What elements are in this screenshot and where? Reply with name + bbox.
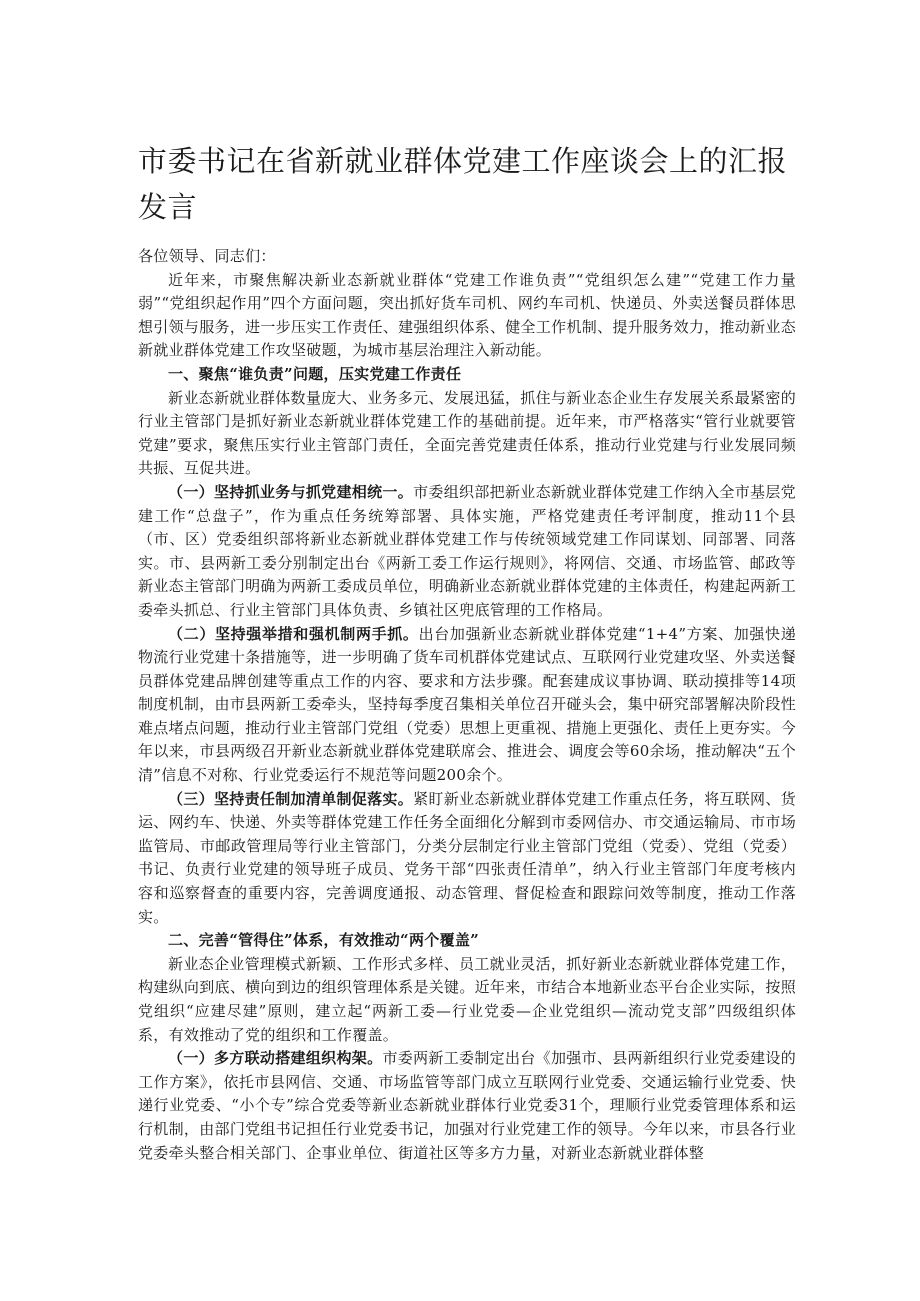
document-title bbox=[138, 138, 798, 230]
section-2-item-1-lead: （一）多方联动搭建组织构架。 bbox=[168, 1049, 383, 1068]
intro-paragraph: 近年来，市聚焦解决新业态新就业群体“党建工作谁负责”“党组织怎么建”“党建工作力量弱”“党组织起作用”四个方面问题，突出抓好货车司机、网约车司机、快递员、外卖送餐员群体思想引领与服务，进一步压实工作责任、建强组织体系、健全工作机制、提升服务效力，推动新业态新就业群体党建工作攻坚破题，为城市基层治理注入新动能。 bbox=[138, 270, 796, 360]
salutation: 各位领导、同志们： bbox=[138, 247, 276, 265]
section-1-item-1 bbox=[138, 481, 796, 623]
section-1-item-3 bbox=[138, 788, 796, 930]
section-1-item-1-text: 市委组织部把新业态新就业群体党建工作纳入全市基层党建工作“总盘子”，作为重点任务统筹部署、具体实施，严格党建责任考评制度，推动11个县（市、区）党委组织部将新业态新就业群体党建工作与传统领域党建工作同谋划、同部署、同落实。市、县两新工委分别制定出台《两新工委工作运行规则》，将网信、交通、市场监管、邮政等新业态主管部门明确为两新工委成员单位，明确新业态新就业群体党建的主体责任，构建起两新工委牵头抓总、行业主管部门具体负责、乡镇社区兜底管理的工作格局。 bbox=[138, 482, 796, 619]
section-1-item-2-lead: （二）坚持强举措和强机制两手抓。 bbox=[168, 624, 419, 643]
section-2-item-1-text: 市委两新工委制定出台《加强市、县两新组织行业党委建设的工作方案》，依托市县网信、交通、市场监管等部门成立互联网行业党委、交通运输行业党委、快递行业党委、“小个专”综合党委等新业态新就业群体行业党委31个，理顺行业党委管理体系和运行机制，由部门党组书记担任行业党委书记，加强对行业党建工作的领导。今年以来，市县各行业党委牵头整合相关部门、企事业单位、街道社区等多方力量，对新业态新就业群体整 bbox=[138, 1049, 797, 1162]
section-2-heading: 二、完善“管得住”体系，有效推动“两个覆盖” bbox=[168, 931, 480, 950]
title-line-1: 市委书记在省新就业群体党建工作座谈会上的汇报 bbox=[138, 144, 788, 178]
section-1-item-1-lead: （一）坚持抓业务与抓党建相统一。 bbox=[168, 482, 414, 501]
section-1-item-2-text: 出台加强新业态新就业群体党建“1+4”方案、加强快递物流行业党建十条措施等，进一步明确了货车司机群体党建试点、互联网行业党建攻坚、外卖送餐员群体党建品牌创建等重点工作的内容、要求和方法步骤。配套建成议事协调、联动摸排等14项制度机制，由市县两新工委牵头，坚持每季度召集相关单位召开碰头会，集中研究部署解决阶段性难点堵点问题，推动行业主管部门党组（党委）思想上更重视、措施上更强化、责任上更夯实。今年以来，市县两级召开新业态新就业群体党建联席会、推进会、调度会等60余场，推动解决“五个清”信息不对称、行业党委运行不规范等问题200余个。 bbox=[138, 624, 796, 785]
document-body bbox=[138, 245, 796, 1165]
section-1-item-3-text: 紧盯新业态新就业群体党建工作重点任务，将互联网、货运、网约车、快递、外卖等群体党建工作任务全面细化分解到市委网信办、市交通运输局、市市场监管局、市邮政管理局等行业主管部门，分类分层制定行业主管部门党组（党委）、党组（党委）书记、负责行业党建的领导班子成员、党务干部“四张责任清单”，纳入行业主管部门年度考核内容和巡察督查的重要内容，完善调度通报、动态管理、督促检查和跟踪问效等制度，推动工作落实。 bbox=[138, 789, 796, 926]
section-1-heading: 一、聚焦“谁负责”问题，压实党建工作责任 bbox=[168, 364, 462, 383]
section-1-item-3-lead: （三）坚持责任制加清单制促落实。 bbox=[168, 789, 414, 808]
title-line-2: 发言 bbox=[138, 190, 198, 224]
section-2-intro: 新业态企业管理模式新颖、工作形式多样、员工就业灵活，抓好新业态新就业群体党建工作，构建纵向到底、横向到边的组织管理体系是关键。近年来，市结合本地新业态平台企业实际，按照党组织“应建尽建”原则，建立起“两新工委—行业党委—企业党组织—流动党支部”四级组织体系，有效推动了党的组织和工作覆盖。 bbox=[138, 954, 796, 1044]
section-1-item-2 bbox=[138, 623, 796, 788]
section-1-intro: 新业态新就业群体数量庞大、业务多元、发展迅猛，抓住与新业态企业生存发展关系最紧密的行业主管部门是抓好新业态新就业群体党建工作的基础前提。近年来，市严格落实“管行业就要管党建”要求，聚焦压实行业主管部门责任，全面完善党建责任体系，推动行业党建与行业发展同频共振、互促共进。 bbox=[138, 388, 796, 478]
section-2-item-1 bbox=[138, 1047, 796, 1165]
